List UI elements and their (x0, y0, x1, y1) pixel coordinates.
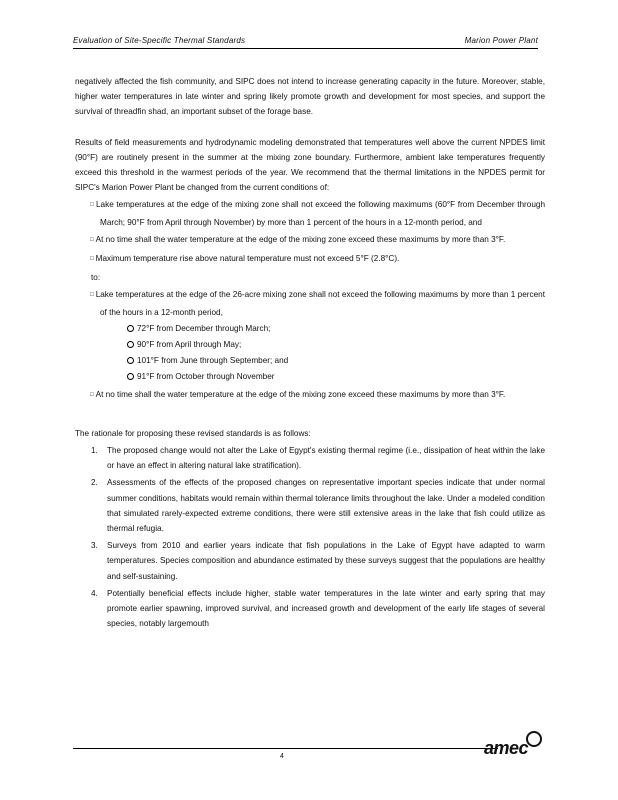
proposed-condition-last: □ At no time shall the water temperature at the edge of the mixing zone exceed these maximums by more than 3°F. (75, 387, 545, 404)
circle-bullet-icon (127, 373, 134, 380)
header-rule (73, 48, 538, 49)
proposed-limit-item: 101°F from June through September; and (75, 353, 545, 368)
paragraph-2: Results of field measurements and hydrodynamic modeling demonstrated that temperatures well above the current NPDES limit (90°F) are routinely present in the summer at the mixing zone boundary. Furthermore, ambient lake temperatures frequently exceed this threshold in the warmest periods of the year. We recommend that the thermal limitations in the NPDES permit for SIPC's Marion Power Plant be changed from the current conditions of: (75, 137, 545, 193)
proposed-condition-intro: □ Lake temperatures at the edge of the 26-acre mixing zone shall not exceed the following maximums by more than 1 percent of the hours in a 12-month period, (75, 287, 545, 319)
proposed-limit-item: 91°F from October through November (75, 369, 545, 384)
footer-rule (73, 748, 498, 749)
current-condition-3: □ Maximum temperature rise above natural temperature must not exceed 5°F (2.8°C). (75, 251, 545, 268)
logo-mark-icon (526, 731, 542, 747)
proposed-limit-item: 90°F from April through May; (75, 337, 545, 352)
paragraph-1: negatively affected the fish community, and SIPC does not intend to increase generating capacity in the future. Moreover, stable, higher water temperatures in late winter and spring likely promote growth and development for most species, and support the survival of threadfin shad, an important subset of the forage base. (75, 77, 545, 117)
running-header (73, 36, 538, 45)
proposed-limit-item: 72°F from December through March; (75, 321, 545, 336)
to-label: to: (91, 273, 101, 283)
page-number: 4 (280, 753, 284, 760)
circle-bullet-icon (127, 325, 134, 332)
header-title: Evaluation of Site-Specific Thermal Standards (73, 36, 246, 45)
circle-bullet-icon (127, 357, 134, 364)
rationale-item: 1. The proposed change would not alter the Lake of Egypt's existing thermal regime (i.e., dissipation of heat within the lake or have an effect in altering natural lake stratification). (91, 446, 545, 471)
circle-bullet-icon (127, 341, 134, 348)
rationale-item: 4. Potentially beneficial effects include higher, stable water temperatures in the late winter and early spring that may promote earlier spawning, improved survival, and increased growth and development of the early life stages of several species, notably largemouth (91, 588, 545, 629)
rationale-item: 2. Assessments of the effects of the proposed changes on representative important species indicate that under normal summer conditions, habitats would remain within thermal tolerance limits throughout the lake. Under a modeled condition that simulated rarely-expected extreme conditions, there were still extensive areas in the lake that fish could utilize as thermal refugia. (91, 478, 545, 534)
current-condition-2: □ At no time shall the water temperature at the edge of the mixing zone exceed these maximums by more than 3°F. (75, 232, 545, 249)
rationale-item: 3. Surveys from 2010 and earlier years indicate that fish populations in the Lake of Egypt have adapted to warm temperatures. Species composition and abundance estimated by these surveys suggest that the populations are healthy and self-sustaining. (91, 541, 545, 581)
current-condition-1: □ Lake temperatures at the edge of the mixing zone shall not exceed the following maximums (60°F from December through March; 90°F from April through November) by more than 1 percent of the hours in a 12-month period, and (75, 197, 545, 229)
header-plant: Marion Power Plant (464, 36, 538, 45)
body-text (75, 74, 545, 632)
rationale-intro: The rationale for proposing these revised standards is as follows: (75, 428, 311, 438)
amec-logo: amec (484, 738, 544, 759)
